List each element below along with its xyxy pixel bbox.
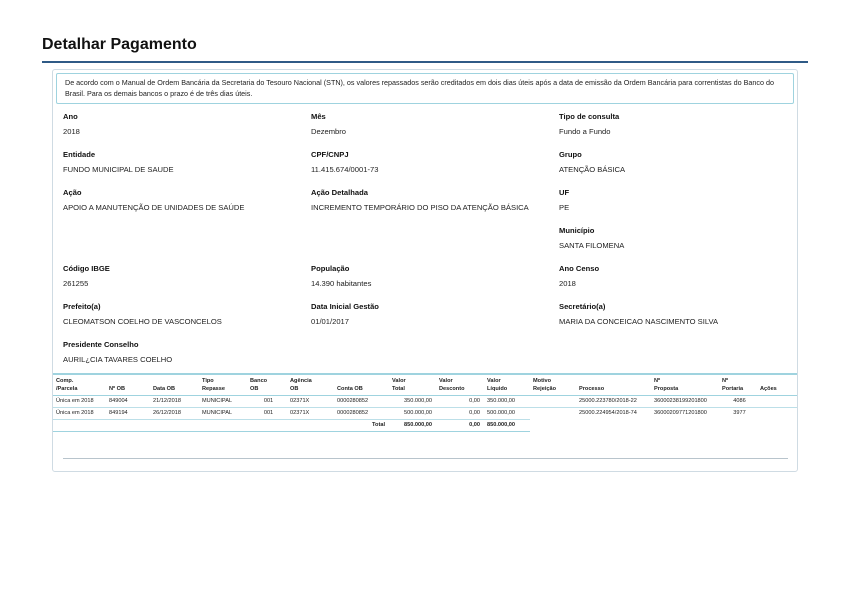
- field-presidente-conselho: [63, 340, 172, 365]
- field-ano: [63, 112, 80, 137]
- column-header: Motivo: [533, 378, 552, 384]
- field-value: 01/01/2017: [311, 317, 350, 326]
- total-valor-liquido: 850.000,00: [484, 419, 530, 431]
- field-municipio: [559, 226, 624, 251]
- cell-portaria: 4086: [719, 395, 757, 407]
- column-header: OB: [290, 386, 299, 393]
- field-label: Secretário(a): [559, 302, 606, 311]
- field-label: Presidente Conselho: [63, 340, 139, 349]
- payment-details-panel: [52, 69, 798, 472]
- field-label: Prefeito(a): [63, 302, 101, 311]
- column-header: Nº OB: [109, 386, 126, 393]
- column-header: Portaria: [722, 386, 744, 393]
- field-value: FUNDO MUNICIPAL DE SAUDE: [63, 165, 174, 174]
- field-value: APOIO A MANUTENÇÃO DE UNIDADES DE SAÚDE: [63, 203, 245, 212]
- cell-conta-ob: 0000280852: [334, 407, 389, 419]
- field-label: Data Inicial Gestão: [311, 302, 379, 311]
- column-header: Conta OB: [337, 386, 363, 393]
- column-header: [757, 374, 797, 384]
- cell-parcela: Única em 2018: [53, 407, 106, 419]
- cell-data-ob: 26/12/2018: [150, 407, 199, 419]
- table-row: [53, 407, 797, 419]
- field-acao: [63, 188, 244, 213]
- field-tipo-consulta: [559, 112, 619, 137]
- cell-proposta: 36000209771201800: [651, 407, 719, 419]
- column-header: [106, 374, 150, 384]
- cell-numero-ob: 849004: [106, 395, 150, 407]
- totals-row: [53, 419, 797, 431]
- field-mes: [311, 112, 346, 137]
- column-header: [150, 374, 199, 384]
- field-ano-censo: [559, 264, 599, 289]
- cell-acoes: [757, 407, 797, 419]
- field-label: Ação: [63, 188, 82, 197]
- field-acao-detalhada: [311, 188, 531, 213]
- cell-numero-ob: 849194: [106, 407, 150, 419]
- cell-data-ob: 21/12/2018: [150, 395, 199, 407]
- field-value: 2018: [63, 127, 80, 136]
- column-header: Nº: [722, 378, 729, 384]
- field-value: Dezembro: [311, 127, 347, 136]
- column-header: Valor: [487, 378, 501, 384]
- field-label: População: [311, 264, 350, 273]
- field-label: Ação Detalhada: [311, 188, 368, 197]
- column-header: Nº: [654, 378, 661, 384]
- field-label: Grupo: [559, 150, 582, 159]
- field-value: Fundo a Fundo: [559, 127, 611, 136]
- field-label: Ano Censo: [559, 264, 600, 273]
- cell-processo: 25000.224954/2018-74: [576, 407, 651, 419]
- field-value: PE: [559, 203, 570, 212]
- cell-tipo-repasse: MUNICIPAL: [199, 395, 247, 407]
- column-header: [334, 374, 389, 384]
- column-header: OB: [250, 386, 259, 393]
- payments-table: [53, 373, 797, 432]
- cell-valor-total: 500.000,00: [389, 407, 436, 419]
- table-header-row: [53, 384, 797, 395]
- column-header: Líquido: [487, 386, 508, 393]
- cell-processo: 25000.223780/2018-22: [576, 395, 651, 407]
- field-cpf-cnpj: [311, 150, 378, 175]
- info-notice: De acordo com o Manual de Ordem Bancária da Secretaria do Tesouro Nacional (STN), os valores repassados serão creditados em dois dias úteis após a data de emissão da Ordem Bancária para correntistas do Banco do Brasil. Para os demais bancos o prazo é de três dias úteis.: [56, 73, 794, 104]
- column-header: Total: [392, 386, 405, 393]
- cell-motivo-rejeicao: [530, 407, 576, 419]
- field-label: CPF/CNPJ: [311, 150, 349, 159]
- field-value: INCREMENTO TEMPORÁRIO DO PISO DA ATENÇÃO BÁSICA: [311, 203, 529, 212]
- field-value: MARIA DA CONCEICAO NASCIMENTO SILVA: [559, 317, 719, 326]
- payments-table-wrapper: [53, 373, 797, 432]
- field-label: Mês: [311, 112, 326, 121]
- totals-label: Total: [334, 419, 389, 431]
- cell-portaria: 3977: [719, 407, 757, 419]
- cell-agencia-ob: 02371X: [287, 407, 334, 419]
- table-header-row: [53, 374, 797, 384]
- column-header: Repasse: [202, 386, 226, 393]
- cell-valor-total: 350.000,00: [389, 395, 436, 407]
- field-grupo: [559, 150, 625, 175]
- field-value: ATENÇÃO BÁSICA: [559, 165, 626, 174]
- cell-agencia-ob: 02371X: [287, 395, 334, 407]
- cell-proposta: 36000238199201800: [651, 395, 719, 407]
- field-value: 261255: [63, 279, 89, 288]
- field-value: 14.390 habitantes: [311, 279, 372, 288]
- field-label: Município: [559, 226, 595, 235]
- cell-valor-desconto: 0,00: [436, 407, 484, 419]
- field-value: 11.415.674/0001-73: [311, 165, 379, 174]
- column-header: Rejeição: [533, 386, 557, 393]
- column-header: [576, 374, 651, 384]
- field-codigo-ibge: [63, 264, 110, 289]
- field-uf: [559, 188, 569, 213]
- column-header: Desconto: [439, 386, 465, 393]
- field-prefeito: [63, 302, 222, 327]
- column-header: Agência: [290, 378, 312, 384]
- field-value: AURIL¿CIA TAVARES COELHO: [63, 355, 173, 364]
- column-header: Comp.: [56, 378, 74, 384]
- field-label: UF: [559, 188, 570, 197]
- column-header: Tipo: [202, 378, 214, 384]
- cell-banco-ob: 001: [247, 407, 287, 419]
- title-divider: [42, 61, 808, 63]
- field-value: SANTA FILOMENA: [559, 241, 625, 250]
- column-header: Valor: [392, 378, 406, 384]
- column-header: Proposta: [654, 386, 679, 393]
- column-header: Processo: [579, 386, 605, 393]
- field-data-inicial-gestao: [311, 302, 379, 327]
- field-label: Código IBGE: [63, 264, 110, 273]
- field-populacao: [311, 264, 371, 289]
- cell-banco-ob: 001: [247, 395, 287, 407]
- field-label: Ano: [63, 112, 78, 121]
- cell-valor-liquido: 500.000,00: [484, 407, 530, 419]
- field-value: 2018: [559, 279, 576, 288]
- page-title: Detalhar Pagamento: [42, 36, 197, 53]
- cell-motivo-rejeicao: [530, 395, 576, 407]
- column-header: Valor: [439, 378, 453, 384]
- panel-footer-divider: [63, 458, 788, 459]
- total-valor-desconto: 0,00: [436, 419, 484, 431]
- actions-column-header: Ações: [760, 386, 777, 393]
- field-label: Tipo de consulta: [559, 112, 620, 121]
- column-header: Data OB: [153, 386, 176, 393]
- total-valor-total: 850.000,00: [389, 419, 436, 431]
- field-label: Entidade: [63, 150, 96, 159]
- cell-valor-liquido: 350.000,00: [484, 395, 530, 407]
- column-header: /Parcela: [56, 386, 78, 393]
- column-header: Banco: [250, 378, 268, 384]
- cell-parcela: Única em 2018: [53, 395, 106, 407]
- table-row: [53, 395, 797, 407]
- field-secretario: [559, 302, 718, 327]
- field-value: CLEOMATSON COELHO DE VASCONCELOS: [63, 317, 222, 326]
- cell-tipo-repasse: MUNICIPAL: [199, 407, 247, 419]
- cell-valor-desconto: 0,00: [436, 395, 484, 407]
- field-entidade: [63, 150, 174, 175]
- cell-acoes: [757, 395, 797, 407]
- cell-conta-ob: 0000280852: [334, 395, 389, 407]
